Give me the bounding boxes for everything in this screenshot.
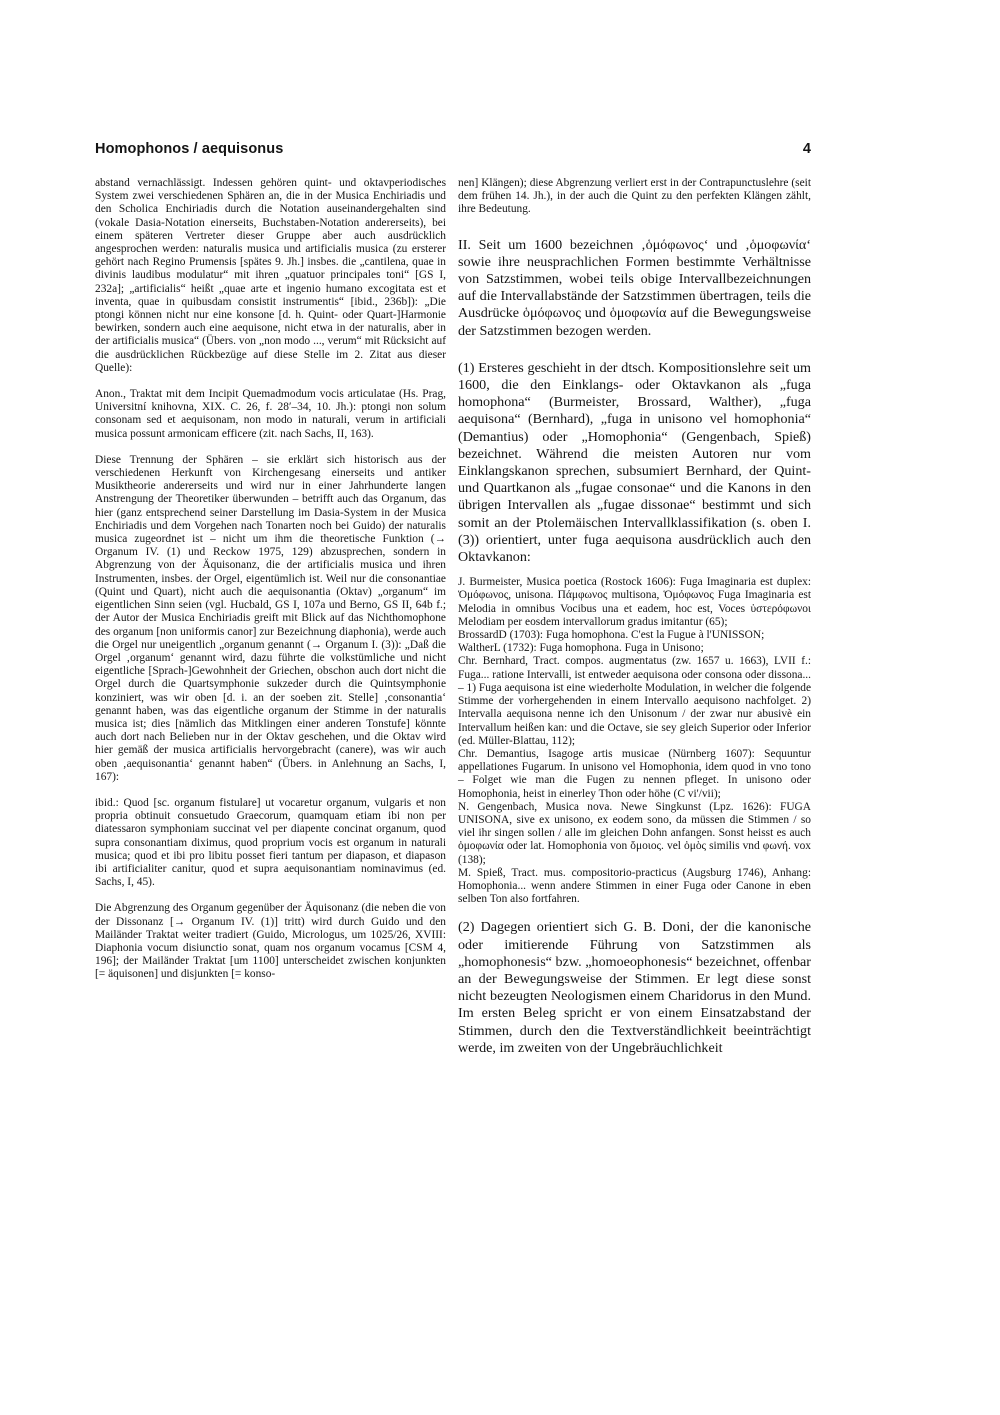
section-paragraph: II. Seit um 1600 bezeichnen ‚ὁμόφωνος‘ und ‚ὁμοφωνία‘ sowie ihre neusprachlichen Formen bestimmte Verhältnisse von Satzstimmen, wobei teils obige Intervallbezeichnungen auf die Intervallabstände der Satzstimmen übertragen, teils die Ausdrücke ὁμόφωνος und ὁμοφωνία auf die Bewegungsweise der Satzstimmen bezogen werden.: [458, 236, 811, 339]
paragraph: abstand vernachlässigt. Indessen gehören quint- und oktavperiodisches System zwei verschiedenen Sphären an, die in der Musica Enchiriadis und den Scholica Enchiriadis durch die Notation auseinandergehalten sind (vokale Dasia-Notation einerseits, Buchstaben-Notation andererseits), bei einem späteren Vertreter dieser Gruppe aber auch ausdrücklich angesprochen werden: naturalis musica und artificialis musica (zu ersterer gehört nach Regino Prumensis [spätes 9. Jh.] insbes. die „cantilena, quae in divinis laudibus modulatur“ mit ihren „quatuor principales toni“ [GS I, 232a]; „artificialis“ heißt „quae arte et ingenio humano excogitata est et inventa, quae in quibusdam consistit instrumentis“ [ibid., 236b]): „Die ptongi können nicht nur eine konsone [d. h. Quint- oder Quart-]Harmonie bewirken, sondern auch eine aequisone, nicht etwa in der naturalis, aber in der artificialis musica“ (Übers. von „non modo ..., verum“ mit Rücksicht auf die ausdrücklichen Rückbezüge auf diese Stelle im 2. Zitat aus dieser Quelle):: [95, 177, 446, 374]
quotation: ibid.: Quod [sc. organum fistulare] ut vocaretur organum, vulgaris et non propria obtinuit consuetudo Graecorum, quamquam etiam ibi non per diatessaron symphoniam succinat vel per diapente concinat organum, quod supra consonantiam diximus, quod proprium vocis est organum in naturali musica; quod et ibi pro libitu posset fieri tantum per diapason, et diapason ibi artificialiter canitur, quod et supra aequisonantiam nominavimus (ed. Sachs, I, 45).: [95, 796, 446, 889]
running-header: [95, 141, 811, 163]
quotation-entry: WaltherL (1732): Fuga homophona. Fuga in Unisono;: [458, 642, 704, 655]
quotation-entry: BrossardD (1703): Fuga homophona. C'est la Fugue à l'UNISSON;: [458, 629, 765, 642]
section-paragraph: (1) Ersteres geschieht in der dtsch. Kompositionslehre seit um 1600, die den Einklangs- oder Oktavkanon als „fuga homophona“ (Burmeister, Brossard, Walther), „fuga aequisona“ (Bernhard), „fuga in unisono vel homophonia“ (Demantius) oder „Homophonia“ (Gengenbach, Spieß) bezeichnet. Während die meisten Autoren nur vom Einklangskanon sprechen, subsumiert Bernhard, der Quint- und Quartkanon als „fugae consonae“ und die Kanons in den übrigen Intervallen als „fugae dissonae“ bestimmt und sich somit an der Ptolemäischen Intervallklassifikation (s. oben I. (3)) orientiert, unter fuga aequisona ausdrücklich auch den Oktavkanon:: [458, 359, 811, 566]
quotation-entry: Chr. Bernhard, Tract. compos. augmentatus (zw. 1657 u. 1663), LVII f.: Fuga... ratione Intervalli, ist entweder aequisona oder consona oder dissona... – 1) Fuga aequisona ist eine wiederholte Modulation, in welcher die folgende Stimme der vorhergehenden in einem Intervallo aequisono nachfolget. 2) Intervalla aequisona nenne ich den Unisonum / der zwar nur abusivè ein Intervallum heißen kan: und die Octave, sie sey gleich Superior oder Inferior (ed. Müller-Blattau, 112);: [458, 655, 812, 747]
page-title: Homophonos / aequisonus: [95, 141, 284, 157]
page-number: 4: [802, 141, 811, 157]
left-column: [95, 177, 446, 982]
quotation-list: [458, 576, 811, 906]
quotation-entry: Chr. Demantius, Isagoge artis musicae (Nürnberg 1607): Sequuntur appellationes Fugarum. In unisono vel Homophonia, idem quod in vno tono – Folget wie man die Fugen zu nennen pfleget. In unisono oder Homophonia, heist in einerley Thon oder höhe (C vi'/vii);: [458, 747, 811, 800]
right-column: [458, 177, 811, 1057]
paragraph: nen] Klängen); diese Abgrenzung verliert erst in der Contrapunctuslehre (seit dem frühen 14. Jh.), in der auch die Quint zu den perfekten Klängen zählt, ihre Bedeutung.: [458, 177, 811, 216]
paragraph: Diese Trennung der Sphären – sie erklärt sich historisch aus der verschiedenen Herkunft von Kirchengesang einerseits und antiker Musiktheorie andererseits und wird nur in einer Jahrhunderte langen Anstrengung der Theoretiker überwunden – betrifft auch das Organum, das hier (ganz entsprechend seiner Darstellung im Dasia-System in der Musica Enchiriadis und dem Vorgehen nach Tonarten noch bei Guido) der naturalis musica zugeordnet ist – nicht um ihm die theoretische Funktion (→ Organum IV. (1) und Reckow 1975, 129) abzusprechen, sondern in Abgrenzung von der Äquisonanz, die der artificialis musica und ihren Instrumenten, insbes. der Orgel, eigentümlich ist. Weil nur die consonantiae (Quint und Quart), nicht auch die aequisonantia (Oktav) „organum“ im eigentlichen Sinn seien (vgl. Hucbald, GS I, 107a und Berno, GS II, 64b f.; der Autor der Musica Enchiriadis greift mit Blick auf das Nichthomophone des organum [non uniformis canor] zur Bezeichnung diaphonia), werde auch die Orgel nur uneigentlich „organum genannt (→ Organum I. (3)): „Daß die Orgel ‚organum‘ genannt wird, dazu führte die volkstümliche und nicht eigentliche [Sprach-]Gewohnheit der Griechen, obschon auch dort nicht die Orgel durch die Quartsymphonie sukzeder durch die Quintsymphonie konziniert, was wir oben [d. i. an der soeben zit. Stelle] ‚consonantia‘ genannt haben, was das eigentliche organum der Stimme in der naturalis musica ist; dies [nämlich das Mitklingen einer anderen Tonstufe] könnte auch dort nach Belieben nur in der Oktav geschehen, und die Oktav wird hier gemäß der musica artificialis hervorgebracht (canere), was wir auch oben ‚aequisonantia‘ genannt haben“ (Übers. in Anlehnung an Sachs, I, 167):: [95, 453, 446, 783]
section-paragraph: (2) Dagegen orientiert sich G. B. Doni, der die kanonische oder imitierende Führung von Satzstimmen als „homophonesis“ bzw. „homoeophonesis“ bezeichnet, offenbar an der Bewegungsweise der Stimmen. Er legt diese sonst nicht bezeugten Neologismen einem Charidorus in den Mund. Im ersten Beleg spricht er von einem Einsatzabstand der Stimmen, durch den die Textverständlichkeit beeinträchtigt werde, im zweiten von der Ungebräuchlichkeit: [458, 919, 811, 1056]
paragraph: Die Abgrenzung des Organum gegenüber der Äquisonanz (die neben die von der Dissonanz [→ Organum IV. (1)] tritt) wird durch Guido und den Mailänder Traktat weiter tradiert (Guido, Micrologus, um 1025/26, XVIII: Diaphonia vocum disiunctio sonat, quam nos organum vocamus [CSM 4, 196]; der Mailänder Traktat [um 1100] unterscheidet zwischen konjunkten [= äquisonen] und disjunkten [= konso-: [95, 902, 446, 981]
quotation-entry: J. Burmeister, Musica poetica (Rostock 1606): Fuga Imaginaria est duplex: Ὁμόφωνος, unisona. Πάμφωνος multisona, Ὁμόφωνος Fuga Imaginaria est Melodia in omnibus Vocibus una et eadem, hoc est, Voces ὑστερόφωνοι Melodiam per eosdem intervallorum gradus imitantur (65);: [458, 576, 811, 628]
quotation-entry: N. Gengenbach, Musica nova. Newe Singkunst (Lpz. 1626): FUGA UNISONA, sive ex unisono, ex eodem sono, da müssen die Stimmen / so viel ihr singen sollen / alle im gleichen Dohn anfangen. Sonst heisst es auch ὁμοφωνία oder lat. Homophonia von ὅμοιος. vel ὁμὸς similis vnd φωνή. vox (138);: [458, 800, 811, 866]
quotation-entry: M. Spieß, Tract. mus. compositorio-practicus (Augsburg 1746), Anhang: Homophonia... wenn andere Stimmen in einer Fuga oder Canone in eben selben Ton also fortfahren.: [458, 866, 811, 906]
quotation: Anon., Traktat mit dem Incipit Quemadmodum vocis articulatae (Hs. Prag, Universitní knihovna, XIX. C. 26, f. 28′–34, 10. Jh.): ptongi non solum consonam sed et aequisonam, non modo in naturali, verum in artificiali musica possunt armonicam efficere (zit. nach Sachs, II, 163).: [95, 388, 446, 440]
